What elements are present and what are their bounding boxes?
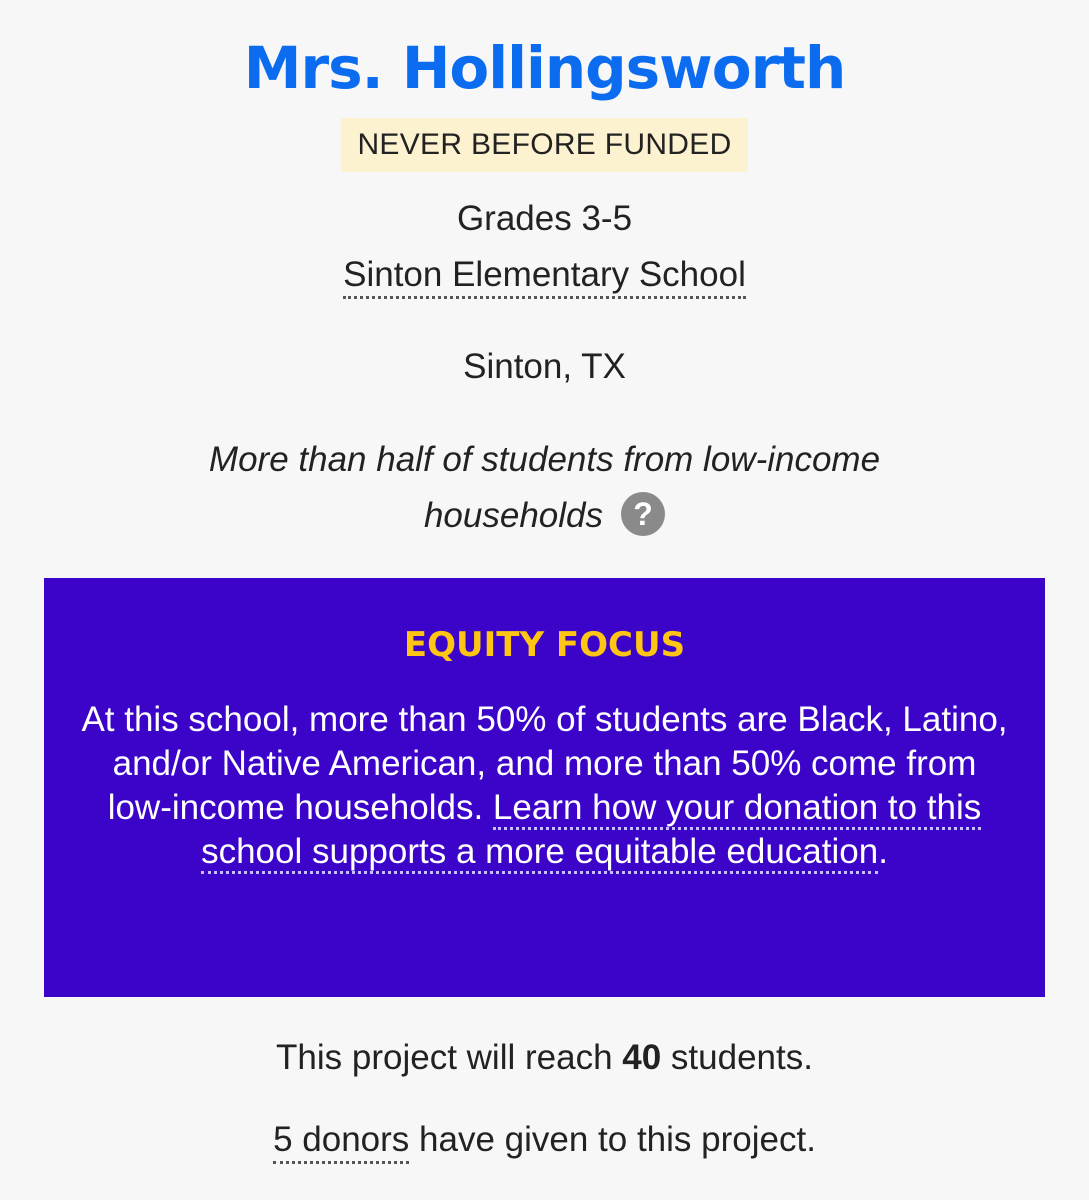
- badge-container: [0, 118, 1089, 172]
- income-note-text: More than half of students from low-income households: [208, 440, 881, 535]
- reach-count: 40: [622, 1038, 662, 1077]
- equity-focus-text: [80, 698, 1009, 874]
- equity-learn-more-link[interactable]: Learn how your donation to this school supports a more equitable education: [201, 788, 981, 874]
- school-location: Sinton, TX: [463, 347, 626, 386]
- school-name-row: [0, 252, 1089, 298]
- reach-suffix: students.: [661, 1038, 813, 1077]
- teacher-name: Mrs. Hollingsworth: [243, 34, 846, 102]
- income-note: [120, 432, 969, 544]
- project-donors: [0, 1116, 1089, 1164]
- equity-link-suffix: .: [878, 832, 888, 871]
- project-reach: [0, 1034, 1089, 1082]
- donors-suffix: have given to this project.: [409, 1120, 816, 1159]
- equity-body: At this school, more than 50% of students are Black, Latino, and/or Native American, and more than 50% come from low-income households.: [81, 700, 1008, 827]
- donors-link[interactable]: 5 donors: [273, 1120, 409, 1164]
- reach-prefix: This project will reach: [276, 1038, 623, 1077]
- grades-label: Grades 3-5: [456, 199, 633, 238]
- equity-focus-title: EQUITY FOCUS: [403, 625, 686, 665]
- never-funded-badge: NEVER BEFORE FUNDED: [341, 118, 747, 172]
- school-name-link[interactable]: Sinton Elementary School: [343, 255, 746, 299]
- question-circle-icon[interactable]: ?: [621, 492, 665, 536]
